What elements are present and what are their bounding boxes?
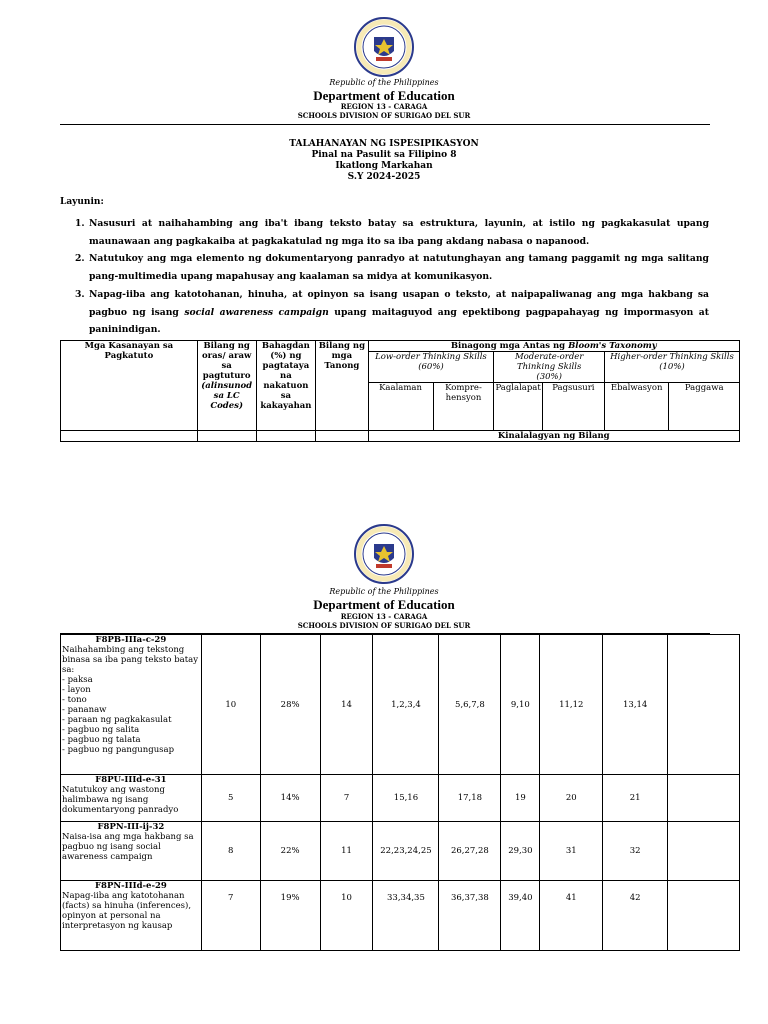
header-ebalwasyon: Ebalwasyon [604, 383, 668, 431]
paglalapat-cell: 9,10 [501, 635, 540, 775]
competency-cell [61, 822, 202, 881]
competency-description: Naihahambing ang tekstong binasa sa iba pang teksto batay sa: - paksa - layon - tono - pananaw - paraan ng pagkakasulat - pagbuo ng salita - pagbuo ng talata - pagbuo ng pangungusap [62, 645, 199, 755]
header-bilang-tanong: Bilang ng mga Tanong [316, 341, 368, 431]
pagsusuri-cell: 20 [540, 775, 603, 822]
specification-table-header [60, 340, 740, 442]
division-label: SCHOOLS DIVISION OF SURIGAO DEL SUR [297, 111, 471, 120]
header-bloom-text: Binagong mga Antas ng [450, 341, 569, 351]
kaalaman-cell: 33,34,35 [373, 881, 439, 951]
pagsusuri-cell: 31 [540, 822, 603, 881]
competency-description: Napag-iiba ang katotohanan (facts) sa hinuha (inferences), opinyon at personal na interpretasyon ng kausap [62, 891, 192, 931]
ebalwasyon-cell: 32 [603, 822, 668, 881]
blank-cell [61, 431, 198, 442]
header-moderate-order [494, 352, 604, 383]
objective-item [75, 250, 709, 285]
table-row [61, 635, 740, 775]
objective-text: Natutukoy ang mga elemento ng dokumentaryong panradyo at natutunghayan ang tamang paggamit ng mga salitang pang-multimedia upang mapahusay ang kaalaman sa midya at komunikasyon. [89, 253, 709, 282]
pagsusuri-cell: 41 [540, 881, 603, 951]
division-label: SCHOOLS DIVISION OF SURIGAO DEL SUR [297, 621, 471, 630]
kaalaman-cell: 22,23,24,25 [373, 822, 439, 881]
ebalwasyon-cell: 21 [603, 775, 668, 822]
department-title: Department of Education [313, 597, 455, 612]
header-higher-order [604, 352, 739, 383]
table-row [61, 822, 740, 881]
table-row [61, 881, 740, 951]
objective-item [75, 286, 709, 339]
header-moderate-pct: (30%) [536, 372, 562, 382]
header-komprehensyon: Kompre-hensyon [433, 383, 494, 431]
deped-seal-icon [354, 524, 414, 584]
header-higher-pct: (10%) [659, 362, 685, 372]
percent-cell: 28% [260, 635, 320, 775]
items-cell: 14 [320, 635, 373, 775]
school-year-label: S.Y 2024-2025 [347, 172, 421, 182]
ebalwasyon-cell: 13,14 [603, 635, 668, 775]
department-title: Department of Education [313, 88, 455, 103]
objective-number: 2. [75, 253, 85, 264]
header-pagsusuri: Pagsusuri [542, 383, 604, 431]
items-cell: 11 [320, 822, 373, 881]
hours-cell: 10 [201, 635, 260, 775]
header-paggawa: Paggawa [669, 383, 740, 431]
hours-cell: 5 [201, 775, 260, 822]
objective-text [89, 286, 709, 339]
paggawa-cell [668, 881, 740, 951]
hours-cell: 7 [201, 881, 260, 951]
deped-seal-icon [354, 17, 414, 77]
objective-number: 3. [75, 289, 85, 300]
header-oras-text: Bilang ng oras/ araw sa pagtuturo [202, 341, 252, 381]
objective-text-emphasis: social awareness campaign [184, 306, 329, 318]
percent-cell: 14% [260, 775, 320, 822]
percent-cell: 22% [260, 822, 320, 881]
komprehensyon-cell: 26,27,28 [439, 822, 501, 881]
competency-description: Naisa-isa ang mga hakbang sa pagbuo ng isang social awareness campaign [62, 832, 194, 862]
header-oras [197, 341, 256, 431]
specification-table-body [60, 634, 740, 951]
percent-cell: 19% [260, 881, 320, 951]
competency-cell [61, 635, 202, 775]
layunin-heading: Layunin: [60, 197, 104, 207]
hours-cell: 8 [201, 822, 260, 881]
header-divider [60, 124, 710, 125]
table-row [61, 775, 740, 822]
blank-cell [256, 431, 316, 442]
objective-text: Nasusuri at naihahambing ang iba't ibang teksto batay sa estruktura, layunin, at istilo ng pagkakasulat upang maunawaan ang pagkakaiba at pagkakatulad ng mga ito sa iba pang akdang nabasa o napanood. [89, 218, 709, 247]
blank-cell [197, 431, 256, 442]
header-low-order [368, 352, 494, 383]
pagsusuri-cell: 11,12 [540, 635, 603, 775]
komprehensyon-cell: 17,18 [439, 775, 501, 822]
objective-text-part: Napag-iiba ang katotohanan, hinuha, at opinyon sa isang usapan o teksto, at naipapaliwanag ang mga hakbang sa pagbuo ng isang [89, 289, 709, 318]
header-higher-text: Higher-order Thinking Skills [610, 352, 734, 362]
paglalapat-cell: 39,40 [501, 881, 540, 951]
ebalwasyon-cell: 42 [603, 881, 668, 951]
header-lc-codes: (alinsunod sa LC Codes) [201, 381, 253, 411]
komprehensyon-cell: 36,37,38 [439, 881, 501, 951]
competency-cell [61, 775, 202, 822]
paggawa-cell [668, 822, 740, 881]
items-cell: 10 [320, 881, 373, 951]
document-subtitle: Pinal na Pasulit sa Filipino 8 [311, 150, 457, 160]
region-label: REGION 13 - CARAGA [340, 612, 428, 621]
komprehensyon-cell: 5,6,7,8 [439, 635, 501, 775]
header-kinalalagyan: Kinalalagyan ng Bilang [368, 431, 739, 442]
paglalapat-cell: 29,30 [501, 822, 540, 881]
header-low-text: Low-order Thinking Skills [375, 352, 487, 362]
quarter-label: Ikatlong Markahan [335, 161, 433, 171]
objective-number: 1. [75, 218, 85, 229]
header-moderate-text: Moderate-order Thinking Skills [514, 352, 584, 372]
paglalapat-cell: 19 [501, 775, 540, 822]
objective-text-part: upang maitaguyod ang epektibong pagpapahayag ng impormasyon at paninindigan. [89, 306, 709, 335]
competency-code: F8PU-IIId-e-31 [95, 775, 167, 785]
region-label: REGION 13 - CARAGA [340, 102, 428, 111]
objective-item [75, 215, 709, 250]
paggawa-cell [668, 635, 740, 775]
header-kaalaman: Kaalaman [368, 383, 433, 431]
items-cell: 7 [320, 775, 373, 822]
competency-cell [61, 881, 202, 951]
header-paglalapat: Paglalapat [494, 383, 542, 431]
blank-cell [316, 431, 368, 442]
header-kasanayan: Mga Kasanayan sa Pagkatuto [61, 341, 198, 431]
header-low-pct: (60%) [418, 362, 444, 372]
competency-description: Natutukoy ang wastong halimbawa ng isang dokumentaryong panradyo [62, 785, 179, 815]
document-title: TALAHANAYAN NG ISPESIPIKASYON [289, 139, 479, 149]
header-bloom [368, 341, 739, 352]
paggawa-cell [668, 775, 740, 822]
kaalaman-cell: 15,16 [373, 775, 439, 822]
republic-label: Republic of the Philippines [329, 587, 439, 596]
kaalaman-cell: 1,2,3,4 [373, 635, 439, 775]
header-bahagdan: Bahagdan (%) ng pagtataya na nakatuon sa kakayahan [256, 341, 316, 431]
republic-label: Republic of the Philippines [329, 78, 439, 87]
competency-code: F8PB-IIIa-c-29 [95, 635, 167, 645]
header-bloom-emphasis: Bloom's Taxonomy [568, 341, 657, 351]
competency-code: F8PN-IIId-e-29 [95, 881, 167, 891]
competency-code: F8PN-III-ij-32 [97, 822, 165, 832]
